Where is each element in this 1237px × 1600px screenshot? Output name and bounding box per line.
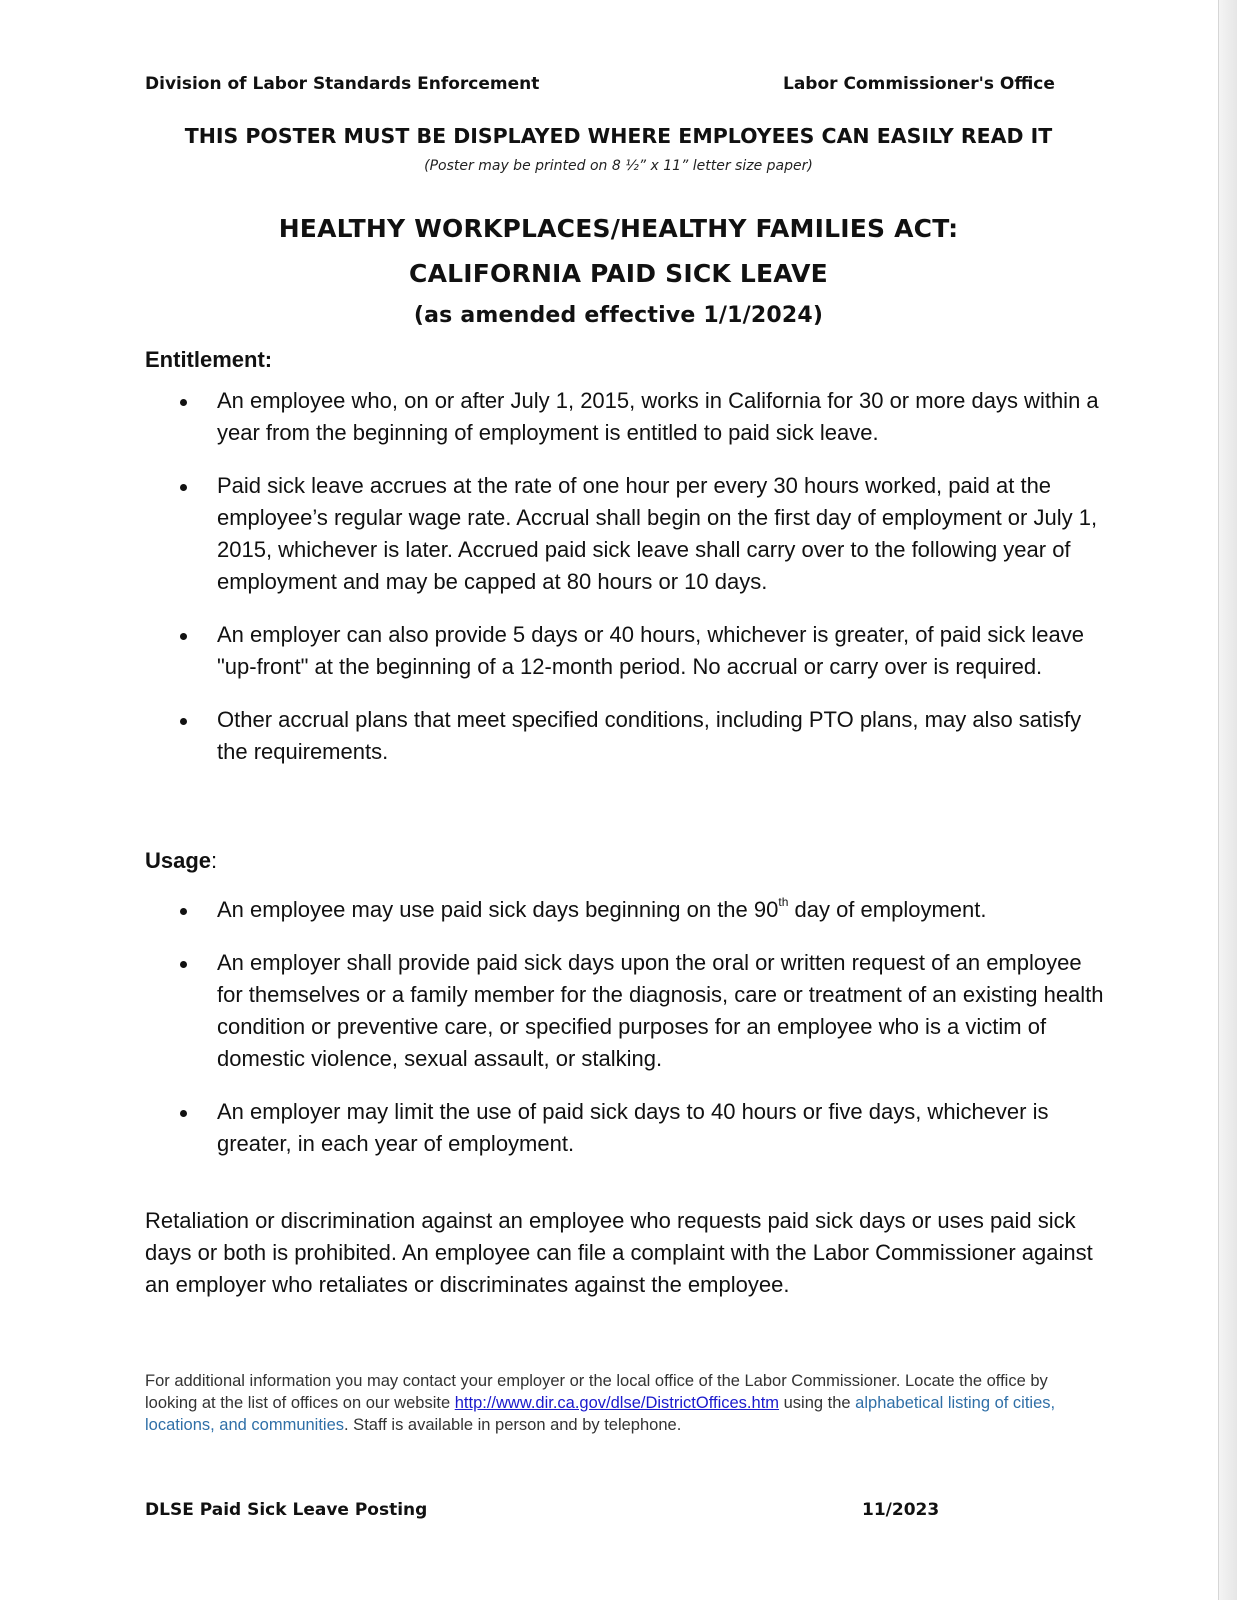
list-item: An employer shall provide paid sick days upon the oral or written request of an employee for themselves or a family member for the diagnosis, care or treatment of an existing health condition or preventive care, or specified purposes for an employee who is a victim of domestic violence, sexual assault, or stalking. [0, 947, 1237, 1075]
list-item: An employee who, on or after July 1, 2015, works in California for 30 or more days within a year from the beginning of employment is entitled to paid sick leave. [0, 385, 1237, 449]
title-line-2: CALIFORNIA PAID SICK LEAVE [409, 259, 828, 288]
contact-info: For additional information you may contact your employer or the local office of the Labor Commissioner. Locate the office by looking at the list of offices on our website http://www.dir.ca.gov/dlse/DistrictOffices.htm using the alphabetical listing of cities, locations, and communities. Staff is available in person and by telephone. [145, 1372, 1056, 1434]
footer-title: DLSE Paid Sick Leave Posting [145, 1500, 428, 1520]
list-item: Paid sick leave accrues at the rate of one hour per every 30 hours worked, paid at the employee’s regular wage rate. Accrual shall begin on the first day of employment or July 1, 2015, whichever is later. Accrued paid sick leave shall carry over to the following year of employment and may be capped at 80 hours or 10 days. [0, 470, 1237, 598]
retaliation-paragraph: Retaliation or discrimination against an employee who requests paid sick days or uses paid sick days or both is prohibited. An employee can file a complaint with the Labor Commissioner against an employer who retaliates or discriminates against the employee. [145, 1208, 1093, 1297]
usage-list [0, 894, 1237, 1181]
alphabetical-listing-link[interactable]: alphabetical listing of cities, locations, and communities [145, 1394, 1056, 1434]
bullet-icon [180, 484, 187, 491]
header-division: Division of Labor Standards Enforcement [145, 74, 540, 94]
display-notice: THIS POSTER MUST BE DISPLAYED WHERE EMPLOYEES CAN EASILY READ IT [184, 124, 1053, 148]
entitlement-heading: Entitlement: [145, 347, 273, 372]
bullet-icon [180, 961, 187, 968]
print-size-note: (Poster may be printed on 8 ½” x 11” letter size paper) [424, 158, 813, 174]
list-item: An employer can also provide 5 days or 40 hours, whichever is greater, of paid sick leave "up-front" at the beginning of a 12-month period. No accrual or carry over is required. [0, 619, 1237, 683]
list-item: An employer may limit the use of paid sick days to 40 hours or five days, whichever is greater, in each year of employment. [0, 1096, 1237, 1160]
title-line-1: HEALTHY WORKPLACES/HEALTHY FAMILIES ACT: [278, 214, 959, 243]
footer-date: 11/2023 [862, 1500, 940, 1520]
bullet-icon [180, 718, 187, 725]
header-office: Labor Commissioner's Office [783, 74, 1055, 94]
district-offices-link[interactable]: http://www.dir.ca.gov/dlse/DistrictOffices.htm [454, 1394, 780, 1412]
bullet-icon [180, 908, 187, 915]
list-item: Other accrual plans that meet specified conditions, including PTO plans, may also satisfy the requirements. [0, 704, 1237, 768]
title-line-3: (as amended effective 1/1/2024) [413, 303, 824, 328]
bullet-icon [180, 399, 187, 406]
usage-heading: Usage: [145, 848, 218, 873]
list-item: An employee may use paid sick days beginning on the 90th day of employment. [0, 894, 1237, 926]
bullet-icon [180, 633, 187, 640]
entitlement-list [0, 385, 1237, 789]
bullet-icon [180, 1110, 187, 1117]
